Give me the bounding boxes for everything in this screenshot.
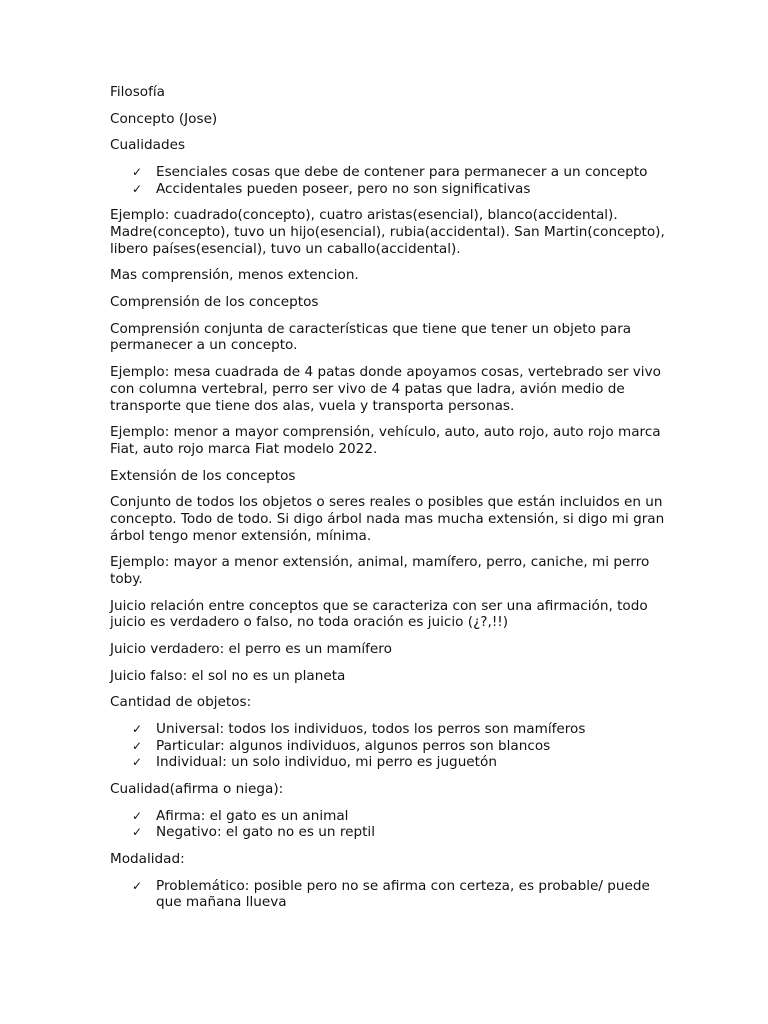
checkmark-icon: ✓ [132, 738, 143, 753]
checkmark-icon: ✓ [132, 878, 143, 893]
extension-heading: Extensión de los conceptos [110, 467, 296, 484]
cantidad-heading: Cantidad de objetos: [110, 694, 252, 711]
juicio-verdadero: Juicio verdadero: el perro es un mamífero [110, 641, 392, 658]
list-item-text: Esenciales cosas que debe de contener para permanecer a un concepto [156, 163, 648, 180]
list-item-text: Negativo: el gato no es un reptil [156, 824, 375, 841]
checkmark-icon: ✓ [132, 181, 143, 196]
document-subtitle: Concepto (Jose) [110, 110, 218, 127]
list-item-text: Individual: un solo individuo, mi perro es juguetón [156, 754, 497, 771]
ejemplo-comprension-1: Ejemplo: mesa cuadrada de 4 patas donde apoyamos cosas, vertebrado ser vivo con columna vertebral, perro ser vivo de 4 patas que ladra, avión medio de transporte que tiene dos alas, vuela y transporta personas. [110, 363, 661, 414]
list-item [132, 720, 670, 738]
cantidad-list [110, 721, 670, 771]
juicio-falso: Juicio falso: el sol no es un planeta [110, 667, 346, 684]
document-page [110, 84, 670, 921]
document-title: Filosofía [110, 84, 165, 100]
list-item [132, 754, 670, 771]
list-item-text: Afirma: el gato es un animal [156, 807, 349, 824]
ejemplo-cualidades-paragraph: Ejemplo: cuadrado(concepto), cuatro aristas(esencial), blanco(accidental). Madre(concepto), tuvo un hijo(esencial), rubia(accidental). San Martin(concepto), libero países(esencial), tuvo un caballo(accidental). [110, 207, 665, 257]
checkmark-icon: ✓ [132, 164, 143, 179]
cualidad-list [110, 808, 670, 842]
list-item [132, 877, 670, 912]
list-item-text: Particular: algunos individuos, algunos perros son blancos [156, 737, 551, 754]
modalidad-heading: Modalidad: [110, 851, 185, 868]
checkmark-icon: ✓ [132, 825, 143, 840]
comprension-heading: Comprensión de los conceptos [110, 293, 319, 310]
checkmark-icon: ✓ [132, 755, 143, 770]
list-item-text: Problemático: posible pero no se afirma con certeza, es probable/ puede que mañana llueva [156, 877, 650, 911]
ejemplo-extension: Ejemplo: mayor a menor extensión, animal, mamífero, perro, caniche, mi perro toby. [110, 554, 650, 588]
ejemplo-comprension-2: Ejemplo: menor a mayor comprensión, vehículo, auto, auto rojo, auto rojo marca Fiat, auto rojo marca Fiat modelo 2022. [110, 424, 661, 457]
list-item-text: Accidentales pueden poseer, pero no son significativas [156, 180, 531, 197]
juicio-definition: Juicio relación entre conceptos que se caracteriza con ser una afirmación, todo juicio es verdadero o falso, no toda oración es juicio (¿?,!!) [110, 597, 648, 631]
cualidades-list [110, 164, 670, 198]
list-item [132, 163, 670, 181]
modalidad-list [110, 878, 670, 912]
list-item [132, 180, 670, 198]
extension-definition: Conjunto de todos los objetos o seres reales o posibles que están incluidos en un concepto. Todo de todo. Si digo árbol nada mas mucha extensión, si digo mi gran árbol tengo menor extensión, mínima. [110, 494, 665, 544]
checkmark-icon: ✓ [132, 721, 143, 736]
cualidades-heading: Cualidades [110, 137, 186, 154]
list-item [132, 824, 670, 841]
cualidad-heading: Cualidad(afirma o niega): [110, 781, 284, 798]
checkmark-icon: ✓ [132, 808, 143, 823]
list-item-text: Universal: todos los individuos, todos los perros son mamíferos [156, 720, 586, 737]
comprension-definition: Comprensión conjunta de características que tiene que tener un objeto para permanecer a un concepto. [110, 320, 632, 354]
mas-comprension-paragraph: Mas comprensión, menos extencion. [110, 267, 359, 284]
list-item [132, 737, 670, 755]
list-item [132, 807, 670, 825]
